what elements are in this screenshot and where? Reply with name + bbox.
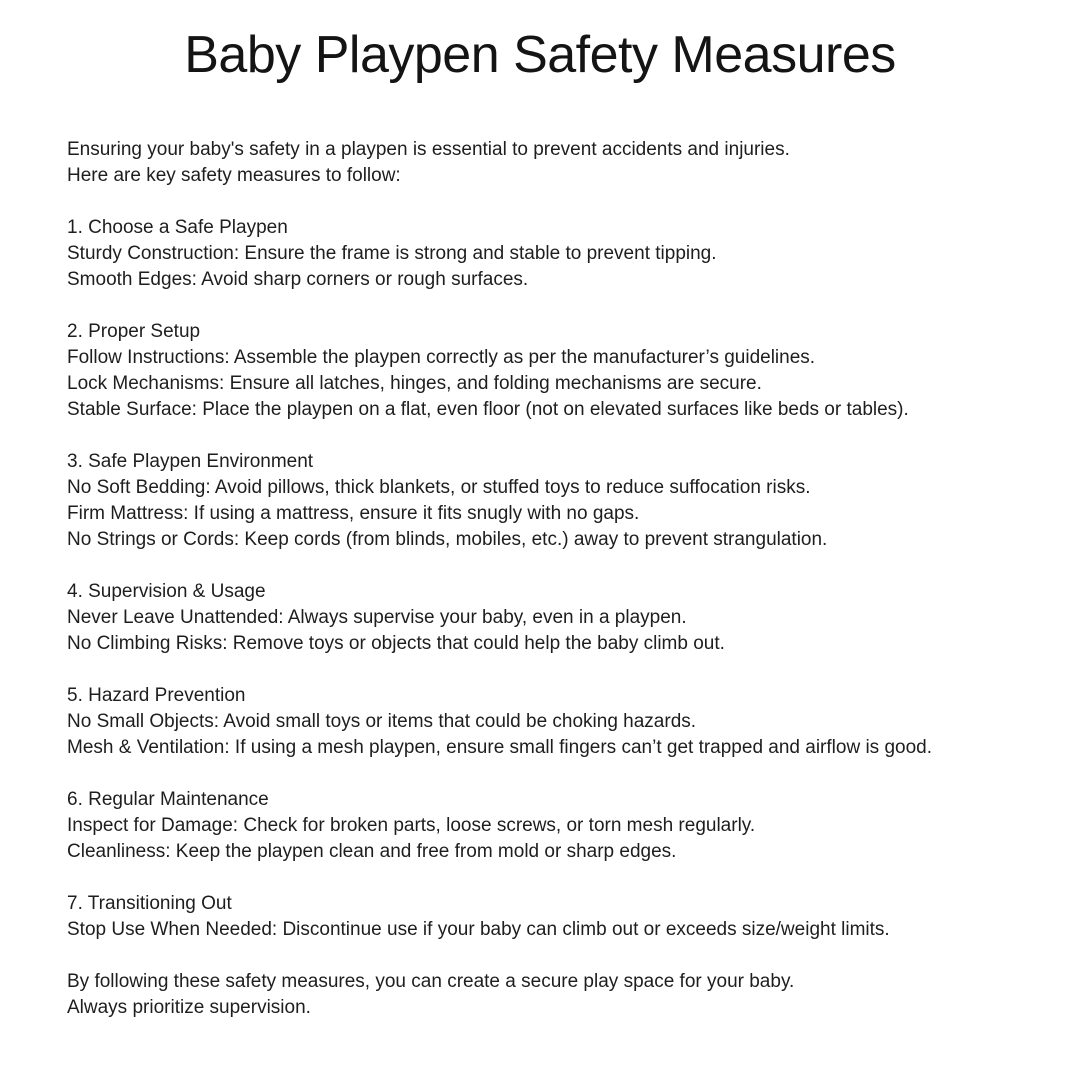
section-2-line-3: Stable Surface: Place the playpen on a flat, even floor (not on elevated surfaces like beds or tables). [67,399,909,420]
section-1-line-1: Sturdy Construction: Ensure the frame is strong and stable to prevent tipping. [67,243,717,264]
section-4-supervision-usage [67,579,1022,657]
section-4-line-2: No Climbing Risks: Remove toys or objects that could help the baby climb out. [67,633,725,654]
closing-line-2: Always prioritize supervision. [67,997,311,1018]
section-1-choose-safe-playpen [67,215,1022,293]
section-6-line-2: Cleanliness: Keep the playpen clean and free from mold or sharp edges. [67,841,677,862]
intro-line-2: Here are key safety measures to follow: [67,165,401,186]
section-2-line-2: Lock Mechanisms: Ensure all latches, hinges, and folding mechanisms are secure. [67,373,762,394]
section-6-line-1: Inspect for Damage: Check for broken parts, loose screws, or torn mesh regularly. [67,815,756,836]
section-3-line-1: No Soft Bedding: Avoid pillows, thick blankets, or stuffed toys to reduce suffocation risks. [67,477,811,498]
section-3-heading: 3. Safe Playpen Environment [67,451,314,472]
section-2-proper-setup [67,319,1022,423]
page-title: Baby Playpen Safety Measures [184,26,896,84]
section-4-heading: 4. Supervision & Usage [67,581,266,602]
section-3-line-3: No Strings or Cords: Keep cords (from blinds, mobiles, etc.) away to prevent strangulation. [67,529,828,550]
section-1-line-2: Smooth Edges: Avoid sharp corners or rough surfaces. [67,269,529,290]
section-6-heading: 6. Regular Maintenance [67,789,269,810]
section-4-line-1: Never Leave Unattended: Always supervise your baby, even in a playpen. [67,607,687,628]
closing-paragraph [67,969,1022,1021]
closing-line-1: By following these safety measures, you can create a secure play space for your baby. [67,971,795,992]
section-5-line-2: Mesh & Ventilation: If using a mesh playpen, ensure small fingers can’t get trapped and airflow is good. [67,737,932,758]
section-6-regular-maintenance [67,787,1022,865]
section-7-transitioning-out [67,891,1022,943]
section-1-heading: 1. Choose a Safe Playpen [67,217,288,238]
document-content [0,85,1080,1021]
section-5-heading: 5. Hazard Prevention [67,685,246,706]
section-7-line-1: Stop Use When Needed: Discontinue use if your baby can climb out or exceeds size/weight limits. [67,919,890,940]
section-2-line-1: Follow Instructions: Assemble the playpen correctly as per the manufacturer’s guidelines. [67,347,816,368]
section-7-heading: 7. Transitioning Out [67,893,232,914]
section-3-safe-environment [67,449,1022,553]
section-5-line-1: No Small Objects: Avoid small toys or items that could be choking hazards. [67,711,697,732]
section-2-heading: 2. Proper Setup [67,321,201,342]
section-5-hazard-prevention [67,683,1022,761]
intro-paragraph [67,137,1022,189]
section-3-line-2: Firm Mattress: If using a mattress, ensure it fits snugly with no gaps. [67,503,640,524]
intro-line-1: Ensuring your baby's safety in a playpen is essential to prevent accidents and injuries. [67,139,790,160]
